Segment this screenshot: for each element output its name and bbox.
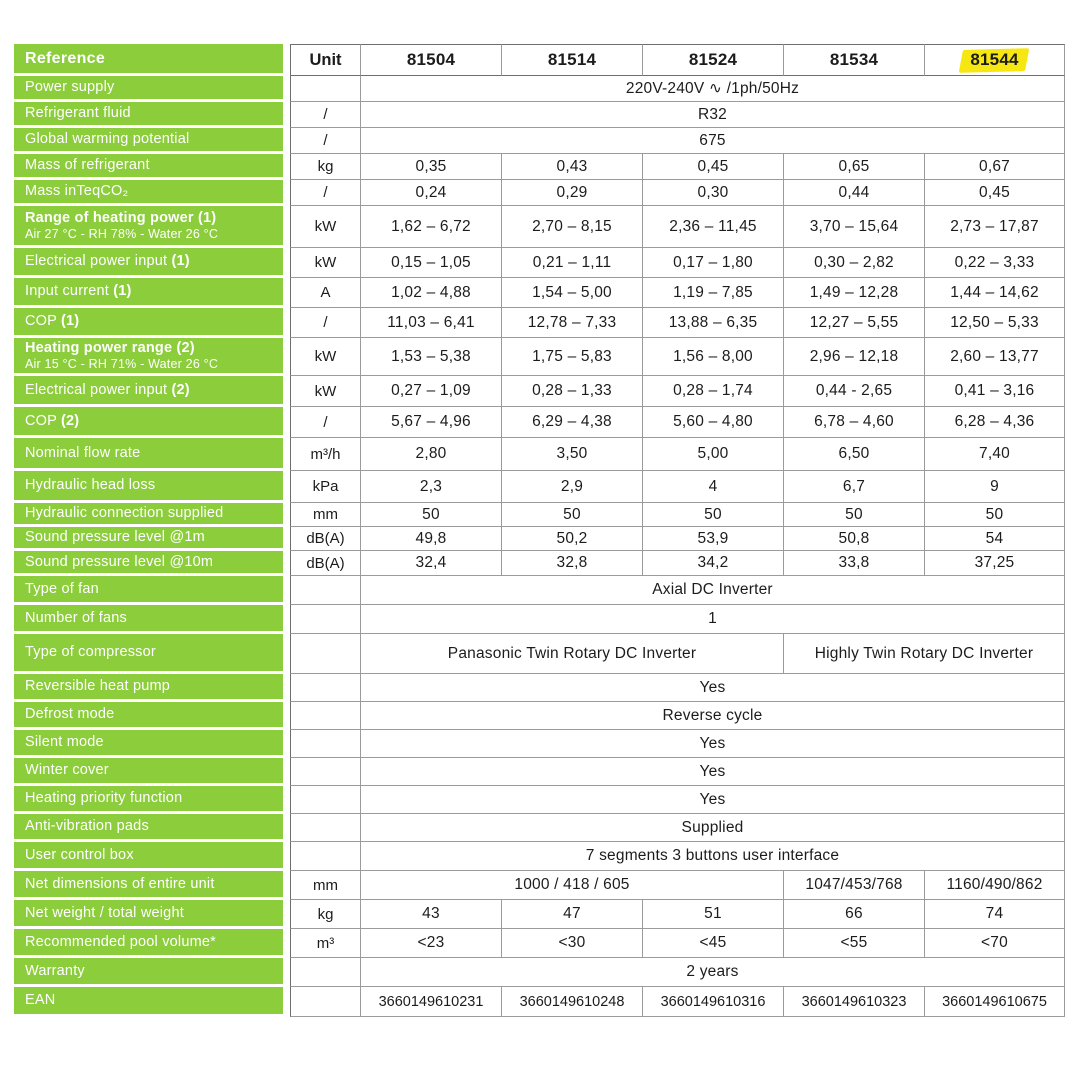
row-label-text (25, 505, 279, 521)
row-label-main: Warranty (25, 962, 85, 979)
data-cell: 54 (924, 527, 1065, 551)
data-cell: 0,45 (924, 180, 1065, 206)
data-cell: Yes (360, 786, 1065, 814)
data-cell: 53,9 (642, 527, 783, 551)
row-label-index: (1) (171, 253, 190, 270)
data-cell: Yes (360, 758, 1065, 786)
table-row (14, 900, 1066, 929)
data-cell: 34,2 (642, 551, 783, 576)
row-label-text (25, 554, 279, 570)
table-row (14, 376, 1066, 407)
spec-table (14, 44, 1066, 1017)
data-cell: 3660149610323 (783, 987, 924, 1017)
unit-cell (290, 814, 360, 842)
data-cell: 220V-240V ∿ /1ph/50Hz (360, 76, 1065, 102)
row-label (14, 471, 283, 500)
row-label-main: EAN (25, 992, 56, 1009)
data-cell: 0,65 (783, 154, 924, 180)
table-row (14, 527, 1066, 551)
row-label-main: Nominal flow rate (25, 444, 141, 461)
data-cell: 32,8 (501, 551, 642, 576)
row-label (14, 674, 283, 699)
column-header-model: 81524 (642, 44, 783, 76)
row-label-main: Silent mode (25, 734, 104, 751)
data-cell: 1,02 – 4,88 (360, 278, 501, 308)
row-label-index: (1) (113, 283, 132, 300)
data-cell: 1,44 – 14,62 (924, 278, 1065, 308)
data-cell: 50 (642, 503, 783, 527)
row-label (14, 605, 283, 631)
row-label-text (25, 445, 279, 461)
row-label (14, 758, 283, 783)
table-row (14, 634, 1066, 674)
table-row (14, 842, 1066, 871)
data-cell: 3660149610316 (642, 987, 783, 1017)
data-cell: 6,7 (783, 471, 924, 503)
row-label-main: Recommended pool volume* (25, 933, 216, 950)
data-cell: 47 (501, 900, 642, 929)
data-cell: 50 (360, 503, 501, 527)
row-label (14, 102, 283, 125)
unit-cell: kg (290, 154, 360, 180)
data-cell: 0,67 (924, 154, 1065, 180)
reference-header-label: Reference (25, 49, 106, 67)
data-cell: 0,27 – 1,09 (360, 376, 501, 407)
unit-cell: / (290, 102, 360, 128)
data-cell: 0,44 (783, 180, 924, 206)
row-label-text (25, 529, 279, 545)
unit-cell (290, 634, 360, 674)
data-cell: 37,25 (924, 551, 1065, 576)
row-label (14, 180, 283, 203)
row-label-main: Net weight / total weight (25, 904, 184, 921)
data-cell: 0,29 (501, 180, 642, 206)
column-header-model (924, 44, 1065, 76)
table-row (14, 758, 1066, 786)
table-row (14, 929, 1066, 958)
data-cell: 675 (360, 128, 1065, 154)
unit-cell: A (290, 278, 360, 308)
row-label-main: Heating priority function (25, 790, 183, 807)
row-label (14, 814, 283, 839)
row-label (14, 900, 283, 926)
row-label (14, 278, 283, 305)
row-label-text (25, 818, 279, 834)
unit-cell: dB(A) (290, 551, 360, 576)
unit-cell: kg (290, 900, 360, 929)
data-cell: 2 years (360, 958, 1065, 987)
data-cell: 0,41 – 3,16 (924, 376, 1065, 407)
data-cell: 1 (360, 605, 1065, 634)
row-label-text (25, 706, 279, 722)
table-row (14, 730, 1066, 758)
row-label (14, 842, 283, 868)
row-label-main: Input current (25, 283, 114, 300)
row-label (14, 206, 283, 245)
data-cell: 51 (642, 900, 783, 929)
data-cell: 1,49 – 12,28 (783, 278, 924, 308)
data-cell: 0,22 – 3,33 (924, 248, 1065, 278)
row-label-main: Number of fans (25, 609, 127, 626)
row-label-main: Electrical power input (25, 381, 172, 398)
data-cell: 12,50 – 5,33 (924, 308, 1065, 338)
data-cell: 2,9 (501, 471, 642, 503)
row-label (14, 407, 283, 435)
table-row (14, 278, 1066, 308)
highlighted-model-badge: 81544 (961, 49, 1027, 72)
data-cell: 1,75 – 5,83 (501, 338, 642, 376)
row-label-conditions: Air 27 °C - RH 78% - Water 26 °C (25, 227, 219, 242)
unit-cell (290, 605, 360, 634)
row-label-text (25, 283, 279, 299)
unit-column-header: Unit (290, 44, 360, 76)
data-cell: 0,24 (360, 180, 501, 206)
table-row (14, 551, 1066, 576)
table-row (14, 180, 1066, 206)
unit-cell (290, 758, 360, 786)
unit-cell: kW (290, 206, 360, 248)
row-label-text (25, 382, 279, 398)
data-cell: 6,50 (783, 438, 924, 471)
row-label-text (25, 790, 279, 806)
row-label-main: Anti-vibration pads (25, 818, 149, 835)
table-row (14, 154, 1066, 180)
data-cell: Panasonic Twin Rotary DC Inverter (360, 634, 783, 674)
table-row (14, 438, 1066, 471)
row-label (14, 308, 283, 335)
data-cell: 0,28 – 1,74 (642, 376, 783, 407)
table-header-row (14, 44, 1066, 76)
unit-cell: dB(A) (290, 527, 360, 551)
unit-cell: / (290, 128, 360, 154)
table-row (14, 76, 1066, 102)
unit-cell: mm (290, 871, 360, 900)
data-cell: 2,60 – 13,77 (924, 338, 1065, 376)
data-cell: 1,19 – 7,85 (642, 278, 783, 308)
row-label-text (25, 905, 279, 921)
data-cell: 50 (924, 503, 1065, 527)
data-cell: 3660149610675 (924, 987, 1065, 1017)
data-cell: Axial DC Inverter (360, 576, 1065, 605)
row-label-index: (1) (61, 313, 80, 330)
data-cell: R32 (360, 102, 1065, 128)
data-cell: 1,54 – 5,00 (501, 278, 642, 308)
data-cell: 6,28 – 4,36 (924, 407, 1065, 438)
data-cell: 1,56 – 8,00 (642, 338, 783, 376)
row-label (14, 376, 283, 404)
data-cell: 2,80 (360, 438, 501, 471)
unit-cell: kW (290, 248, 360, 278)
row-label (14, 786, 283, 811)
data-cell: 7 segments 3 buttons user interface (360, 842, 1065, 871)
row-label (14, 76, 283, 99)
row-label (14, 730, 283, 755)
unit-cell (290, 958, 360, 987)
data-cell: 13,88 – 6,35 (642, 308, 783, 338)
row-label (14, 958, 283, 984)
row-label-main: Reversible heat pump (25, 678, 171, 695)
column-header-model: 81534 (783, 44, 924, 76)
row-label-main: COP (25, 412, 61, 429)
data-cell: 1000 / 418 / 605 (360, 871, 783, 900)
table-row (14, 814, 1066, 842)
table-row (14, 128, 1066, 154)
data-cell: 2,96 – 12,18 (783, 338, 924, 376)
table-row (14, 102, 1066, 128)
row-label-text (25, 644, 279, 660)
data-cell: 33,8 (783, 551, 924, 576)
row-label-text (25, 992, 279, 1008)
row-label-main: Net dimensions of entire unit (25, 875, 215, 892)
data-cell: 0,35 (360, 154, 501, 180)
data-cell: 0,30 – 2,82 (783, 248, 924, 278)
row-label (14, 438, 283, 468)
row-label-main: Refrigerant fluid (25, 105, 131, 122)
data-cell: 12,78 – 7,33 (501, 308, 642, 338)
table-row (14, 987, 1066, 1017)
data-cell: 4 (642, 471, 783, 503)
unit-cell: / (290, 407, 360, 438)
row-label (14, 154, 283, 177)
row-label (14, 987, 283, 1014)
row-label-main: Sound pressure level @10m (25, 553, 214, 570)
table-row (14, 605, 1066, 634)
data-cell: 6,29 – 4,38 (501, 407, 642, 438)
row-label-main: Global warming potential (25, 131, 190, 148)
row-label-index: (2) (61, 412, 80, 429)
data-cell: 2,73 – 17,87 (924, 206, 1065, 248)
row-label-conditions: Air 15 °C - RH 71% - Water 26 °C (25, 357, 219, 372)
column-header-model: 81514 (501, 44, 642, 76)
row-label-main: Range of heating power (1) (25, 209, 217, 226)
table-row (14, 308, 1066, 338)
data-cell: 3660149610231 (360, 987, 501, 1017)
unit-cell: / (290, 180, 360, 206)
data-cell: 32,4 (360, 551, 501, 576)
row-label-text (25, 678, 279, 694)
unit-cell: mm (290, 503, 360, 527)
data-cell: 5,67 – 4,96 (360, 407, 501, 438)
row-label-main: Heating power range (2) (25, 339, 195, 356)
row-label-text (25, 183, 279, 199)
unit-cell (290, 842, 360, 871)
unit-cell: m³/h (290, 438, 360, 471)
row-label-main: Electrical power input (25, 253, 172, 270)
table-row (14, 471, 1066, 503)
row-label-main: Mass of refrigerant (25, 157, 150, 174)
data-cell: 6,78 – 4,60 (783, 407, 924, 438)
row-label (14, 871, 283, 897)
reference-header (14, 44, 283, 73)
data-cell: 49,8 (360, 527, 501, 551)
row-label-text (25, 131, 279, 147)
data-cell: 3,50 (501, 438, 642, 471)
data-cell: 2,3 (360, 471, 501, 503)
row-label-text (25, 313, 279, 329)
row-label-text (25, 876, 279, 892)
row-label-text (25, 79, 279, 95)
unit-cell: / (290, 308, 360, 338)
data-cell: 7,40 (924, 438, 1065, 471)
row-label-text (25, 105, 279, 121)
row-label-main: COP (25, 313, 61, 330)
data-cell: 0,30 (642, 180, 783, 206)
data-cell: Yes (360, 674, 1065, 702)
data-cell: 1047/453/768 (783, 871, 924, 900)
data-cell: 50,2 (501, 527, 642, 551)
data-cell: 11,03 – 6,41 (360, 308, 501, 338)
data-cell: 50 (501, 503, 642, 527)
data-cell: 1,62 – 6,72 (360, 206, 501, 248)
unit-cell: kW (290, 338, 360, 376)
row-label (14, 702, 283, 727)
row-label (14, 503, 283, 524)
unit-cell: kW (290, 376, 360, 407)
row-label-main: Type of fan (25, 580, 99, 597)
data-cell: 3,70 – 15,64 (783, 206, 924, 248)
row-label-text (25, 847, 279, 863)
row-label (14, 527, 283, 548)
table-row (14, 702, 1066, 730)
data-cell: 66 (783, 900, 924, 929)
table-row (14, 248, 1066, 278)
table-row (14, 576, 1066, 605)
row-label (14, 248, 283, 275)
table-row (14, 871, 1066, 900)
unit-cell: m³ (290, 929, 360, 958)
table-row (14, 674, 1066, 702)
row-label-text (25, 340, 279, 356)
unit-cell (290, 987, 360, 1017)
row-label-text (25, 253, 279, 269)
table-row (14, 786, 1066, 814)
data-cell: 0,17 – 1,80 (642, 248, 783, 278)
data-cell: 2,70 – 8,15 (501, 206, 642, 248)
data-cell: 1,53 – 5,38 (360, 338, 501, 376)
data-cell: Reverse cycle (360, 702, 1065, 730)
table-row (14, 338, 1066, 376)
data-cell: 12,27 – 5,55 (783, 308, 924, 338)
row-label-text (25, 762, 279, 778)
row-label-text (25, 413, 279, 429)
row-label (14, 576, 283, 602)
table-row (14, 958, 1066, 987)
unit-cell (290, 730, 360, 758)
data-cell: 0,43 (501, 154, 642, 180)
table-row (14, 206, 1066, 248)
column-header-model: 81504 (360, 44, 501, 76)
table-row (14, 503, 1066, 527)
data-cell: 3660149610248 (501, 987, 642, 1017)
data-cell: 1160/490/862 (924, 871, 1065, 900)
row-label-index: (2) (171, 381, 190, 398)
data-cell: <30 (501, 929, 642, 958)
data-cell: 5,60 – 4,80 (642, 407, 783, 438)
data-cell: Supplied (360, 814, 1065, 842)
data-cell: 43 (360, 900, 501, 929)
row-label-main: Defrost mode (25, 706, 115, 723)
data-cell: <70 (924, 929, 1065, 958)
row-label-text (25, 734, 279, 750)
data-cell: 0,45 (642, 154, 783, 180)
data-cell: 0,28 – 1,33 (501, 376, 642, 407)
row-label-text (25, 963, 279, 979)
row-label (14, 551, 283, 573)
row-label-main: User control box (25, 846, 134, 863)
row-label-text (25, 934, 279, 950)
row-label-main: Winter cover (25, 762, 109, 779)
row-label-text (25, 477, 279, 493)
unit-cell (290, 674, 360, 702)
unit-cell: kPa (290, 471, 360, 503)
row-label (14, 338, 283, 373)
row-label-text (25, 210, 279, 226)
unit-cell (290, 576, 360, 605)
data-cell: 2,36 – 11,45 (642, 206, 783, 248)
data-cell: <23 (360, 929, 501, 958)
data-cell: <45 (642, 929, 783, 958)
data-cell: 0,15 – 1,05 (360, 248, 501, 278)
data-cell: 9 (924, 471, 1065, 503)
row-label-main: Mass inTeqCO₂ (25, 183, 129, 200)
table-row (14, 407, 1066, 438)
row-label-main: Power supply (25, 79, 115, 96)
row-label-text (25, 157, 279, 173)
data-cell: Highly Twin Rotary DC Inverter (783, 634, 1065, 674)
data-cell: 50 (783, 503, 924, 527)
unit-cell (290, 702, 360, 730)
row-label-main: Hydraulic head loss (25, 477, 156, 494)
data-cell: 50,8 (783, 527, 924, 551)
data-cell: 74 (924, 900, 1065, 929)
data-cell: Yes (360, 730, 1065, 758)
unit-cell (290, 76, 360, 102)
row-label-main: Type of compressor (25, 644, 156, 661)
data-cell: <55 (783, 929, 924, 958)
row-label-text (25, 581, 279, 597)
data-cell: 0,44 - 2,65 (783, 376, 924, 407)
data-cell: 5,00 (642, 438, 783, 471)
unit-cell (290, 786, 360, 814)
row-label (14, 128, 283, 151)
row-label-main: Hydraulic connection supplied (25, 505, 224, 522)
row-label-main: Sound pressure level @1m (25, 529, 205, 546)
data-cell: 0,21 – 1,11 (501, 248, 642, 278)
row-label (14, 929, 283, 955)
row-label-text (25, 610, 279, 626)
row-label (14, 634, 283, 671)
